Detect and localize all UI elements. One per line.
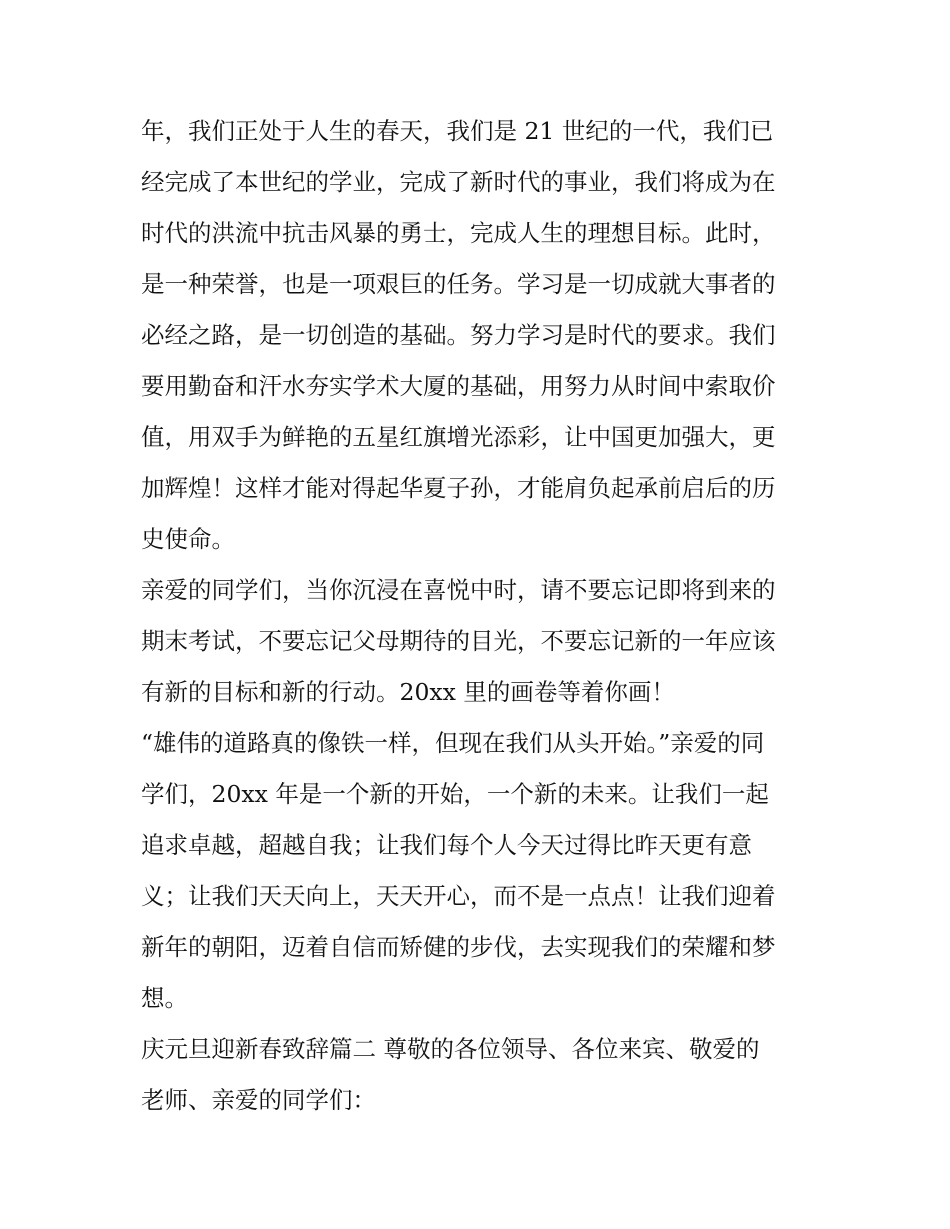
text-line: 新年的朝阳，迈着自信而矫健的步伐，去实现我们的荣耀和梦 — [141, 933, 776, 961]
text-line: 庆元旦迎新春致辞篇二 尊敬的各位领导、各位来宾、敬爱的 — [141, 1035, 760, 1063]
text-line: 有新的目标和新的行动。20xx 里的画卷等着你画！ — [141, 678, 675, 706]
text-line: 值，用双手为鲜艳的五星红旗增光添彩，让中国更加强大，更 — [141, 423, 776, 451]
text-line: 期末考试，不要忘记父母期待的目光，不要忘记新的一年应该 — [141, 627, 776, 655]
text-line: 想。 — [141, 984, 188, 1012]
text-line: 必经之路，是一切创造的基础。努力学习是时代的要求。我们 — [141, 321, 776, 349]
text-line: 追求卓越，超越自我；让我们每个人今天过得比昨天更有意 — [141, 831, 752, 859]
document-body — [141, 106, 813, 1126]
text-line: 义；让我们天天向上，天天开心，而不是一点点！让我们迎着 — [141, 882, 776, 910]
text-line: 加辉煌！这样才能对得起华夏子孙，才能肩负起承前启后的历 — [141, 474, 776, 502]
text-line: 时代的洪流中抗击风暴的勇士，完成人生的理想目标。此时， — [141, 219, 776, 247]
text-line: 亲爱的同学们，当你沉浸在喜悦中时，请不要忘记即将到来的 — [141, 576, 776, 604]
text-line: 年，我们正处于人生的春天，我们是 21 世纪的一代，我们已 — [141, 117, 774, 145]
text-line: 老师、亲爱的同学们： — [141, 1086, 376, 1114]
text-line: 史使命。 — [141, 525, 235, 553]
text-line: 是一种荣誉，也是一项艰巨的任务。学习是一切成就大事者的 — [141, 270, 776, 298]
text-line: 学们，20xx 年是一个新的开始，一个新的未来。让我们一起 — [141, 780, 769, 808]
text-line: 经完成了本世纪的学业，完成了新时代的事业，我们将成为在 — [141, 168, 776, 196]
text-line: “雄伟的道路真的像铁一样，但现在我们从头开始。”亲爱的同 — [141, 729, 765, 757]
text-line: 要用勤奋和汗水夯实学术大厦的基础，用努力从时间中索取价 — [141, 372, 776, 400]
